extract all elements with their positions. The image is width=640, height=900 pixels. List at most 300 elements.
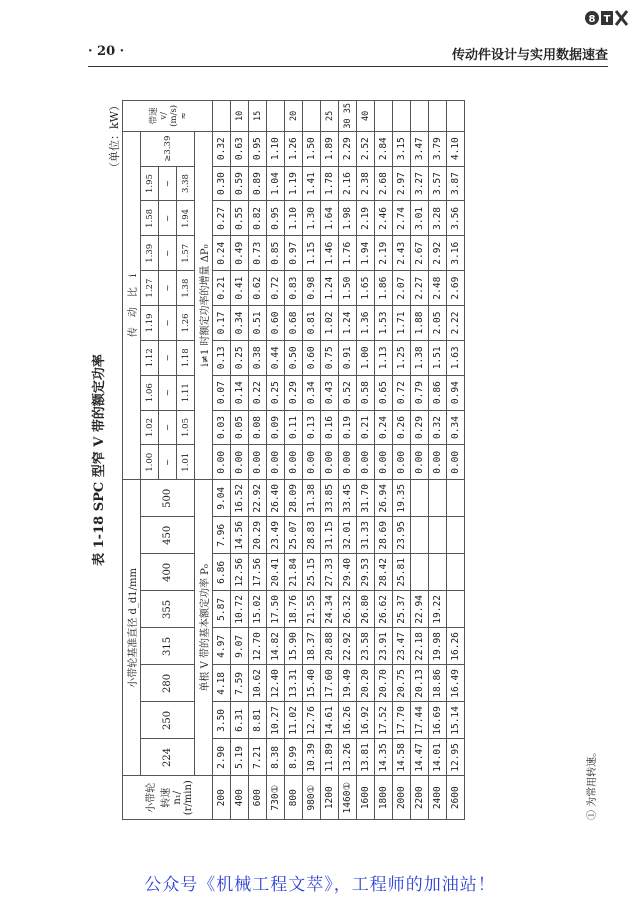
base-power-cell: 17.44	[411, 702, 429, 739]
base-power-cell: 32.01	[339, 517, 357, 554]
base-power-cell: 7.96	[213, 517, 231, 554]
base-power-cell: 26.40	[267, 480, 285, 517]
base-power-cell: 29.53	[357, 554, 375, 591]
ratio-bottom-cell: 1.18	[177, 340, 195, 375]
power-increment-cell: 0.63	[231, 131, 249, 166]
power-increment-cell: 1.38	[411, 340, 429, 375]
power-increment-cell: 1.02	[321, 306, 339, 341]
publisher-logo	[584, 6, 628, 30]
power-increment-cell: 0.79	[411, 375, 429, 410]
power-increment-cell: 0.21	[213, 271, 231, 306]
power-increment-cell: 2.19	[375, 236, 393, 271]
table-row	[213, 101, 231, 820]
power-increment-cell: 1.04	[267, 166, 285, 201]
power-increment-cell: 0.68	[285, 306, 303, 341]
power-increment-cell: 0.25	[267, 375, 285, 410]
base-power-cell: 31.70	[357, 480, 375, 517]
power-increment-cell: 0.34	[447, 410, 465, 445]
base-power-cell: 2.90	[213, 739, 231, 776]
power-increment-cell: 0.21	[357, 410, 375, 445]
ratio-mid-cell: ~	[159, 410, 177, 445]
power-increment-cell: 1.24	[339, 306, 357, 341]
base-power-cell: 33.45	[339, 480, 357, 517]
power-increment-cell: 0.83	[285, 271, 303, 306]
base-power-cell: 26.62	[375, 591, 393, 628]
belt-speed-cell: 25	[321, 101, 339, 132]
diameter-cell: 450	[141, 517, 195, 554]
base-power-cell: 11.02	[285, 702, 303, 739]
table-row	[231, 101, 249, 820]
diameter-cell: 355	[141, 591, 195, 628]
table-row	[411, 101, 429, 820]
power-increment-cell: 0.34	[303, 375, 321, 410]
power-increment-cell: 0.08	[249, 410, 267, 445]
power-increment-cell: 3.56	[447, 201, 465, 236]
power-increment-cell: 0.07	[213, 375, 231, 410]
base-power-cell: 10.72	[231, 591, 249, 628]
belt-speed-cell	[429, 101, 447, 132]
base-power-cell: 10.27	[267, 702, 285, 739]
power-increment-cell: 2.84	[375, 131, 393, 166]
power-increment-cell: 1.36	[357, 306, 375, 341]
speed-cell: 1200	[321, 776, 339, 820]
power-increment-cell: 2.46	[375, 201, 393, 236]
base-power-cell: 20.75	[393, 665, 411, 702]
power-increment-cell: 1.10	[267, 131, 285, 166]
power-increment-cell: 0.44	[267, 340, 285, 375]
base-power-cell: 3.50	[213, 702, 231, 739]
header-speed-text: (r/min)	[182, 780, 194, 816]
table-title: 表 1-18 SPC 型窄 V 带的额定功率	[92, 354, 107, 566]
speed-cell: 2400	[429, 776, 447, 820]
power-increment-cell: 3.15	[393, 131, 411, 166]
power-increment-cell: 0.00	[249, 445, 267, 480]
table-row	[429, 101, 447, 820]
base-power-cell: 14.01	[429, 739, 447, 776]
diameter-cell: 315	[141, 628, 195, 665]
belt-speed-cell: 30 35	[339, 101, 357, 132]
base-power-cell: 14.47	[411, 739, 429, 776]
power-increment-cell: 0.22	[249, 375, 267, 410]
header-belt-speed-text: 带速	[148, 107, 159, 125]
belt-speed-cell	[375, 101, 393, 132]
rotated-table-block	[88, 100, 613, 820]
ratio-top-cell: 1.27	[141, 271, 159, 306]
table-row	[393, 101, 411, 820]
base-power-cell: 19.35	[393, 480, 411, 517]
power-increment-cell: 0.00	[267, 445, 285, 480]
belt-speed-cell: 15	[249, 101, 267, 132]
base-power-cell: 15.40	[303, 665, 321, 702]
base-power-cell: 12.95	[447, 739, 465, 776]
power-increment-cell: 0.00	[285, 445, 303, 480]
power-increment-cell: 4.10	[447, 131, 465, 166]
header-increment: i≠1 时额定功率的增量 ΔP₀	[195, 131, 213, 480]
base-power-cell: 23.91	[375, 628, 393, 665]
power-increment-cell: 1.88	[411, 306, 429, 341]
power-increment-cell: 2.69	[447, 271, 465, 306]
ratio-top-cell: 1.39	[141, 236, 159, 271]
speed-cell: 1800	[375, 776, 393, 820]
ratio-bottom-cell: 1.11	[177, 375, 195, 410]
base-power-cell: 9.04	[213, 480, 231, 517]
ratio-mid-cell: ~	[159, 236, 177, 271]
ratio-mid-cell: ~	[159, 306, 177, 341]
table-header	[123, 101, 213, 820]
base-power-cell: 19.49	[339, 665, 357, 702]
power-increment-cell: 0.29	[285, 375, 303, 410]
power-increment-cell: 0.41	[231, 271, 249, 306]
base-power-cell	[429, 480, 447, 517]
base-power-cell: 20.13	[411, 665, 429, 702]
power-increment-cell: 0.85	[267, 236, 285, 271]
power-increment-cell: 3.16	[447, 236, 465, 271]
base-power-cell: 10.39	[303, 739, 321, 776]
power-table	[122, 100, 465, 820]
speed-cell: 730①	[267, 776, 285, 820]
page-number: · 20 ·	[88, 44, 125, 59]
base-power-cell: 7.59	[231, 665, 249, 702]
table-row	[285, 101, 303, 820]
power-increment-cell: 0.24	[213, 236, 231, 271]
base-power-cell: 12.76	[303, 702, 321, 739]
power-increment-cell: 0.95	[249, 131, 267, 166]
power-increment-cell: 1.46	[321, 236, 339, 271]
base-power-cell: 16.26	[447, 628, 465, 665]
power-increment-cell: 1.94	[357, 236, 375, 271]
base-power-cell: 31.33	[357, 517, 375, 554]
power-increment-cell: 2.27	[411, 271, 429, 306]
power-increment-cell: 0.26	[393, 410, 411, 445]
diameter-cell: 500	[141, 480, 195, 517]
base-power-cell: 29.40	[339, 554, 357, 591]
base-power-cell: 4.18	[213, 665, 231, 702]
book-title: 传动件设计与实用数据速查	[451, 48, 608, 63]
base-power-cell: 16.26	[339, 702, 357, 739]
power-increment-cell: 0.00	[231, 445, 249, 480]
belt-speed-cell	[393, 101, 411, 132]
speed-cell: 1600	[357, 776, 375, 820]
power-increment-cell: 0.24	[375, 410, 393, 445]
base-power-cell: 15.90	[285, 628, 303, 665]
base-power-cell: 23.49	[267, 517, 285, 554]
power-increment-cell: 0.11	[285, 410, 303, 445]
power-increment-cell: 1.24	[321, 271, 339, 306]
speed-cell: 2200	[411, 776, 429, 820]
power-increment-cell: 0.19	[339, 410, 357, 445]
base-power-cell: 16.52	[231, 480, 249, 517]
power-increment-cell: 3.28	[429, 201, 447, 236]
base-power-cell: 12.56	[231, 554, 249, 591]
header-belt-speed-text: v/	[158, 112, 169, 120]
base-power-cell: 28.42	[375, 554, 393, 591]
ratio-top-cell: 1.12	[141, 340, 159, 375]
base-power-cell: 20.29	[249, 517, 267, 554]
power-increment-cell: 1.53	[375, 306, 393, 341]
power-increment-cell: 1.26	[285, 131, 303, 166]
header-belt-speed-text: ≈	[178, 112, 189, 120]
belt-speed-cell: 20	[285, 101, 303, 132]
base-power-cell: 8.38	[267, 739, 285, 776]
base-power-cell: 16.69	[429, 702, 447, 739]
speed-cell: 200	[213, 776, 231, 820]
diameter-cell: 400	[141, 554, 195, 591]
speed-cell: 600	[249, 776, 267, 820]
base-power-cell: 20.88	[321, 628, 339, 665]
table-row	[375, 101, 393, 820]
base-power-cell: 22.92	[339, 628, 357, 665]
diameter-cell: 224	[141, 739, 195, 776]
power-increment-cell: 0.82	[249, 201, 267, 236]
speed-cell: 400	[231, 776, 249, 820]
power-increment-cell: 0.86	[429, 375, 447, 410]
power-increment-cell: 2.74	[393, 201, 411, 236]
base-power-cell: 26.32	[339, 591, 357, 628]
ratio-top-cell: 1.02	[141, 410, 159, 445]
power-increment-cell: 0.95	[267, 201, 285, 236]
base-power-cell: 12.40	[267, 665, 285, 702]
belt-speed-cell: 40	[357, 101, 375, 132]
base-power-cell: 16.92	[357, 702, 375, 739]
power-increment-cell: 0.59	[231, 166, 249, 201]
power-increment-cell: 0.89	[249, 166, 267, 201]
power-increment-cell: 0.49	[231, 236, 249, 271]
ratio-bottom-cell: 1.94	[177, 201, 195, 236]
power-increment-cell: 1.76	[339, 236, 357, 271]
base-power-cell: 23.47	[393, 628, 411, 665]
power-increment-cell: 0.13	[303, 410, 321, 445]
wechat-banner: 公众号《机械工程文萃》，工程师的加油站！	[144, 875, 496, 895]
base-power-cell: 27.33	[321, 554, 339, 591]
belt-speed-cell	[267, 101, 285, 132]
power-increment-cell: 1.50	[339, 271, 357, 306]
power-increment-cell: 0.72	[267, 271, 285, 306]
base-power-cell: 31.38	[303, 480, 321, 517]
table-row	[447, 101, 465, 820]
power-increment-cell: 2.68	[375, 166, 393, 201]
power-increment-cell: 0.97	[285, 236, 303, 271]
power-increment-cell: 0.72	[393, 375, 411, 410]
power-increment-cell: 1.89	[321, 131, 339, 166]
power-increment-cell: 1.50	[303, 131, 321, 166]
power-increment-cell: 2.22	[447, 306, 465, 341]
power-increment-cell: 2.05	[429, 306, 447, 341]
header-speed-text: 转速	[160, 787, 172, 808]
power-increment-cell: 2.07	[393, 271, 411, 306]
power-increment-cell: 0.51	[249, 306, 267, 341]
ratio-bottom-cell: 1.01	[177, 445, 195, 480]
unit-note: （单位：kW）	[108, 100, 121, 173]
power-increment-cell: 0.91	[339, 340, 357, 375]
power-increment-cell: 2.97	[393, 166, 411, 201]
header-ratio: 传 动 比 i	[123, 131, 141, 480]
power-increment-cell: 0.32	[213, 131, 231, 166]
base-power-cell: 15.02	[249, 591, 267, 628]
power-increment-cell: 0.73	[249, 236, 267, 271]
power-increment-cell: 3.87	[447, 166, 465, 201]
power-increment-cell: 1.63	[447, 340, 465, 375]
belt-speed-cell	[213, 101, 231, 132]
base-power-cell	[429, 554, 447, 591]
power-increment-cell: 1.71	[393, 306, 411, 341]
power-increment-cell: 0.52	[339, 375, 357, 410]
base-power-cell: 15.14	[447, 702, 465, 739]
header-base-power: 单根 V 带的基本额定功率 P₀	[195, 480, 213, 776]
base-power-cell: 18.86	[429, 665, 447, 702]
power-increment-cell: 2.29	[339, 131, 357, 166]
power-increment-cell: 0.81	[303, 306, 321, 341]
power-increment-cell: 0.00	[411, 445, 429, 480]
base-power-cell: 16.49	[447, 665, 465, 702]
power-increment-cell: 0.32	[429, 410, 447, 445]
speed-cell: 800	[285, 776, 303, 820]
power-increment-cell: 0.00	[375, 445, 393, 480]
power-increment-cell: 1.25	[393, 340, 411, 375]
base-power-cell	[447, 480, 465, 517]
ratio-mid-cell: ~	[159, 271, 177, 306]
ratio-top-cell: 1.06	[141, 375, 159, 410]
speed-cell: 980①	[303, 776, 321, 820]
base-power-cell	[411, 517, 429, 554]
power-increment-cell: 1.98	[339, 201, 357, 236]
base-power-cell: 20.20	[357, 665, 375, 702]
base-power-cell: 23.95	[393, 517, 411, 554]
base-power-cell: 17.52	[375, 702, 393, 739]
base-power-cell: 19.98	[429, 628, 447, 665]
power-increment-cell: 0.25	[231, 340, 249, 375]
power-increment-cell: 2.48	[429, 271, 447, 306]
svg-text:8: 8	[588, 14, 596, 25]
header-speed-cell	[123, 776, 213, 820]
power-increment-cell: 0.75	[321, 340, 339, 375]
power-increment-cell: 0.00	[447, 445, 465, 480]
ratio-bottom-cell: 1.05	[177, 410, 195, 445]
power-increment-cell: 3.47	[411, 131, 429, 166]
ratio-mid-cell: ~	[159, 375, 177, 410]
ratio-top-cell: 1.00	[141, 445, 159, 480]
base-power-cell	[447, 591, 465, 628]
power-increment-cell: 0.30	[213, 166, 231, 201]
power-increment-cell: 3.27	[411, 166, 429, 201]
power-increment-cell: 1.51	[429, 340, 447, 375]
base-power-cell: 8.81	[249, 702, 267, 739]
ratio-mid-cell: ~	[159, 166, 177, 201]
base-power-cell: 14.35	[375, 739, 393, 776]
table-row	[249, 101, 267, 820]
table-body	[213, 101, 465, 820]
header-diameter: 小带轮基准直径 d_d1/mm	[123, 480, 141, 776]
table-row	[339, 101, 357, 820]
power-increment-cell: 2.38	[357, 166, 375, 201]
power-increment-cell: 0.34	[231, 306, 249, 341]
base-power-cell: 13.81	[357, 739, 375, 776]
power-increment-cell: 0.43	[321, 375, 339, 410]
power-increment-cell: 2.16	[339, 166, 357, 201]
power-increment-cell: 1.65	[357, 271, 375, 306]
base-power-cell	[447, 554, 465, 591]
power-increment-cell: 2.52	[357, 131, 375, 166]
base-power-cell: 31.15	[321, 517, 339, 554]
ratio-mid-cell: ~	[159, 201, 177, 236]
base-power-cell: 13.26	[339, 739, 357, 776]
base-power-cell: 33.85	[321, 480, 339, 517]
base-power-cell: 21.55	[303, 591, 321, 628]
base-power-cell: 28.09	[285, 480, 303, 517]
header-belt-speed-text: (m/s)	[168, 104, 179, 127]
base-power-cell: 17.50	[267, 591, 285, 628]
base-power-cell: 20.41	[267, 554, 285, 591]
power-increment-cell: 0.03	[213, 410, 231, 445]
speed-cell: 2000	[393, 776, 411, 820]
power-increment-cell: 1.86	[375, 271, 393, 306]
power-increment-cell: 1.13	[375, 340, 393, 375]
power-increment-cell: 0.00	[429, 445, 447, 480]
power-increment-cell: 0.00	[339, 445, 357, 480]
page-header	[88, 42, 608, 67]
footnote: ① 为常用转速。	[587, 746, 598, 820]
ratio-mid-cell: ~	[159, 445, 177, 480]
power-increment-cell: 0.58	[357, 375, 375, 410]
ratio-bottom-cell: 1.38	[177, 271, 195, 306]
power-increment-cell: 0.29	[411, 410, 429, 445]
base-power-cell: 22.92	[249, 480, 267, 517]
ratio-bottom-cell: 3.38	[177, 166, 195, 201]
table-row	[357, 101, 375, 820]
belt-speed-cell: 10	[231, 101, 249, 132]
power-increment-cell: 3.57	[429, 166, 447, 201]
power-increment-cell: 0.13	[213, 340, 231, 375]
power-increment-cell: 0.27	[213, 201, 231, 236]
power-increment-cell: 1.15	[303, 236, 321, 271]
power-increment-cell: 0.50	[285, 340, 303, 375]
base-power-cell: 14.58	[393, 739, 411, 776]
base-power-cell: 26.94	[375, 480, 393, 517]
base-power-cell: 23.58	[357, 628, 375, 665]
power-increment-cell: 2.43	[393, 236, 411, 271]
table-row	[267, 101, 285, 820]
power-increment-cell: 0.98	[303, 271, 321, 306]
speed-cell: 1460①	[339, 776, 357, 820]
base-power-cell: 18.76	[285, 591, 303, 628]
power-increment-cell: 0.62	[249, 271, 267, 306]
power-increment-cell: 0.00	[303, 445, 321, 480]
power-increment-cell: 1.00	[357, 340, 375, 375]
ratio-bottom-cell: 1.26	[177, 306, 195, 341]
base-power-cell	[411, 554, 429, 591]
base-power-cell: 14.56	[231, 517, 249, 554]
power-increment-cell: 3.79	[429, 131, 447, 166]
belt-speed-cell	[411, 101, 429, 132]
base-power-cell: 7.21	[249, 739, 267, 776]
base-power-cell: 22.18	[411, 628, 429, 665]
power-increment-cell: 0.00	[357, 445, 375, 480]
table-row	[303, 101, 321, 820]
power-increment-cell: 1.10	[285, 201, 303, 236]
power-increment-cell: 0.60	[267, 306, 285, 341]
base-power-cell: 14.82	[267, 628, 285, 665]
base-power-cell: 17.70	[393, 702, 411, 739]
power-increment-cell: 1.19	[285, 166, 303, 201]
ratio-bottom-cell: 1.57	[177, 236, 195, 271]
base-power-cell: 25.37	[393, 591, 411, 628]
power-increment-cell: 2.92	[429, 236, 447, 271]
power-increment-cell: 0.60	[303, 340, 321, 375]
ratio-last-cell: ≥3.39	[141, 131, 195, 166]
ratio-top-cell: 1.58	[141, 201, 159, 236]
base-power-cell: 25.15	[303, 554, 321, 591]
power-increment-cell: 3.01	[411, 201, 429, 236]
base-power-cell: 17.56	[249, 554, 267, 591]
